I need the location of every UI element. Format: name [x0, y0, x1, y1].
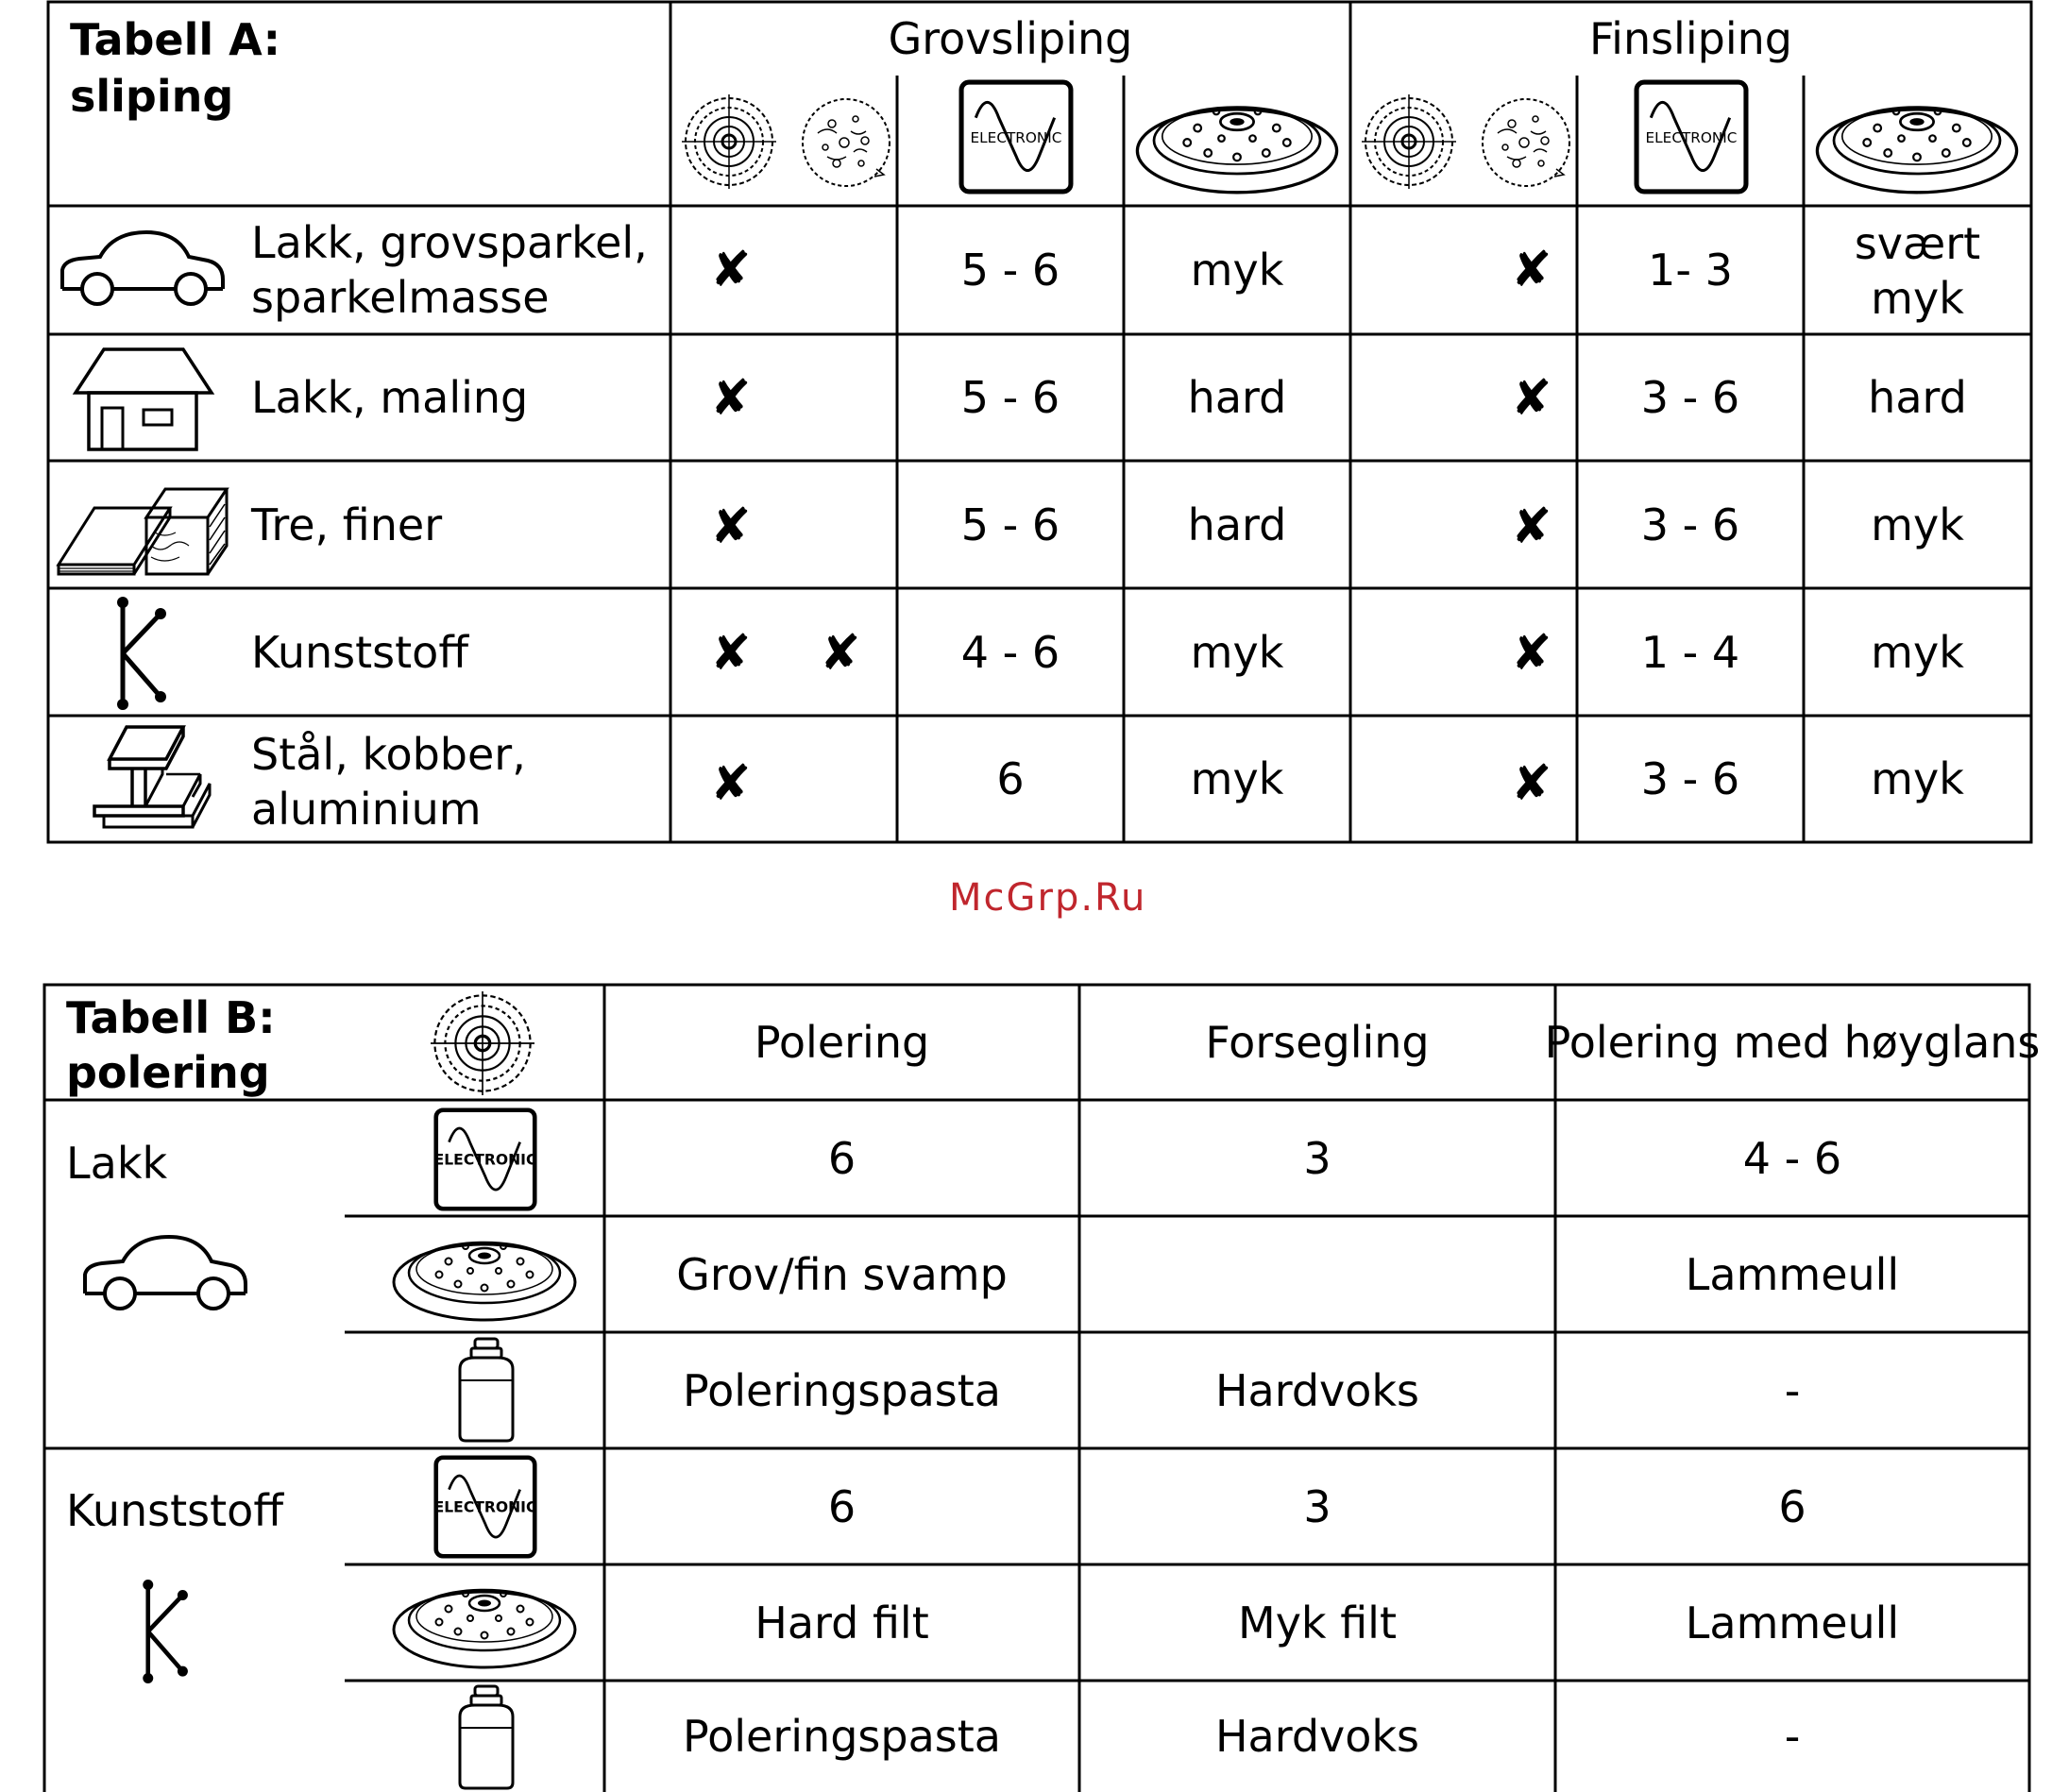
- table-b-title-line2: polering: [66, 1047, 270, 1098]
- fine-speed: 1- 3: [1648, 245, 1733, 296]
- row-label: Stål, kobber,: [251, 729, 526, 780]
- fine-speed: 3 - 6: [1640, 499, 1740, 550]
- cross-mark: ✘: [1511, 242, 1552, 298]
- electronic-label: ELECTRONIC: [970, 129, 1062, 147]
- cross-mark: ✘: [1511, 755, 1552, 812]
- row-label: Tre, finer: [251, 499, 443, 550]
- coarse-speed: 4 - 6: [960, 626, 1060, 678]
- value-cell: 6: [827, 1132, 856, 1184]
- coarse-pad: myk: [1190, 753, 1284, 804]
- electronic-label-fine: ELECTRONIC: [1645, 129, 1738, 147]
- coarse-speed: 5 - 6: [960, 499, 1060, 550]
- fine-speed: 1 - 4: [1640, 626, 1740, 678]
- table-a-title-line2: sliping: [70, 71, 234, 122]
- plastic-icon-b: [137, 1580, 195, 1683]
- cross-mark: ✘: [1511, 499, 1552, 555]
- row-label-line2: sparkelmasse: [251, 272, 550, 323]
- electronic-speed-icon-b2: [433, 1455, 537, 1559]
- table-a-title-line1: Tabell A:: [70, 14, 281, 65]
- row-label-line2: aluminium: [251, 784, 482, 835]
- coarse-speed: 6: [996, 753, 1025, 804]
- electronic-label-b2: ELECTRONIC: [433, 1498, 537, 1516]
- row-label: Lakk, grovsparkel,: [251, 217, 648, 268]
- group-fine-header: Finsliping: [1589, 13, 1792, 64]
- value-cell: Hardvoks: [1214, 1364, 1420, 1416]
- cross-mark: ✘: [710, 499, 752, 555]
- fine-pad: myk: [1871, 626, 1964, 678]
- group-label-kunststoff: Kunststoff: [66, 1485, 284, 1536]
- row-label: Lakk, maling: [251, 372, 529, 423]
- cross-mark: ✘: [710, 370, 752, 427]
- fine-pad-line2: myk: [1871, 273, 1964, 324]
- cross-mark: ✘: [820, 625, 861, 682]
- value-cell: Lammeull: [1685, 1248, 1900, 1300]
- backing-pad-icon-b: [390, 1227, 579, 1322]
- value-cell: Poleringspasta: [683, 1364, 1001, 1416]
- coarse-pad: myk: [1190, 626, 1284, 678]
- value-cell: 3: [1303, 1132, 1331, 1184]
- value-cell: 6: [827, 1480, 856, 1532]
- polishing-sponge-icon: [431, 991, 534, 1095]
- value-cell: 6: [1778, 1480, 1806, 1532]
- row-label: Kunststoff: [251, 626, 469, 678]
- fine-speed: 3 - 6: [1640, 753, 1740, 804]
- fine-pad: hard: [1868, 372, 1967, 423]
- coarse-speed: 5 - 6: [960, 372, 1060, 423]
- cross-mark: ✘: [1511, 625, 1552, 682]
- group-coarse-header: Grovsliping: [888, 13, 1133, 64]
- value-cell: Grov/fin svamp: [676, 1248, 1008, 1300]
- value-cell: [1079, 1216, 1555, 1332]
- electronic-label-b: ELECTRONIC: [433, 1151, 537, 1169]
- value-cell: 4 - 6: [1742, 1132, 1842, 1184]
- col-header-polering: Polering: [754, 1017, 930, 1068]
- cross-mark: ✘: [710, 242, 752, 298]
- fine-pad: myk: [1871, 499, 1964, 550]
- value-cell: -: [1784, 1364, 1801, 1416]
- fine-speed: 3 - 6: [1640, 372, 1740, 423]
- col-header-hoyglans: Polering med høyglans: [1544, 1017, 2041, 1068]
- car-icon-b: [79, 1227, 251, 1318]
- backing-pad-icon-b2: [390, 1575, 579, 1669]
- fine-pad-line1: svært: [1854, 218, 1981, 269]
- value-cell: 3: [1303, 1480, 1331, 1532]
- polish-bottle-icon-b2: [449, 1682, 524, 1792]
- cross-mark: ✘: [710, 755, 752, 812]
- polish-bottle-icon: [449, 1335, 524, 1445]
- electronic-speed-icon-b: [433, 1107, 537, 1211]
- coarse-pad: myk: [1190, 245, 1284, 296]
- fine-pad: myk: [1871, 753, 1964, 804]
- value-cell: Poleringspasta: [683, 1710, 1001, 1762]
- value-cell: -: [1784, 1710, 1801, 1762]
- cross-mark: ✘: [710, 625, 752, 682]
- watermark: McGrp.Ru: [949, 876, 1147, 920]
- coarse-pad: hard: [1187, 499, 1287, 550]
- cross-mark: ✘: [1511, 370, 1552, 427]
- value-cell: Hard filt: [755, 1597, 929, 1648]
- coarse-speed: 5 - 6: [960, 245, 1060, 296]
- value-cell: Lammeull: [1685, 1597, 1900, 1648]
- value-cell: Myk filt: [1238, 1597, 1397, 1648]
- coarse-pad: hard: [1187, 372, 1287, 423]
- group-label-lakk: Lakk: [66, 1138, 168, 1189]
- col-header-forsegling: Forsegling: [1205, 1017, 1430, 1068]
- table-b-title-line1: Tabell B:: [66, 992, 276, 1043]
- value-cell: Hardvoks: [1214, 1710, 1420, 1762]
